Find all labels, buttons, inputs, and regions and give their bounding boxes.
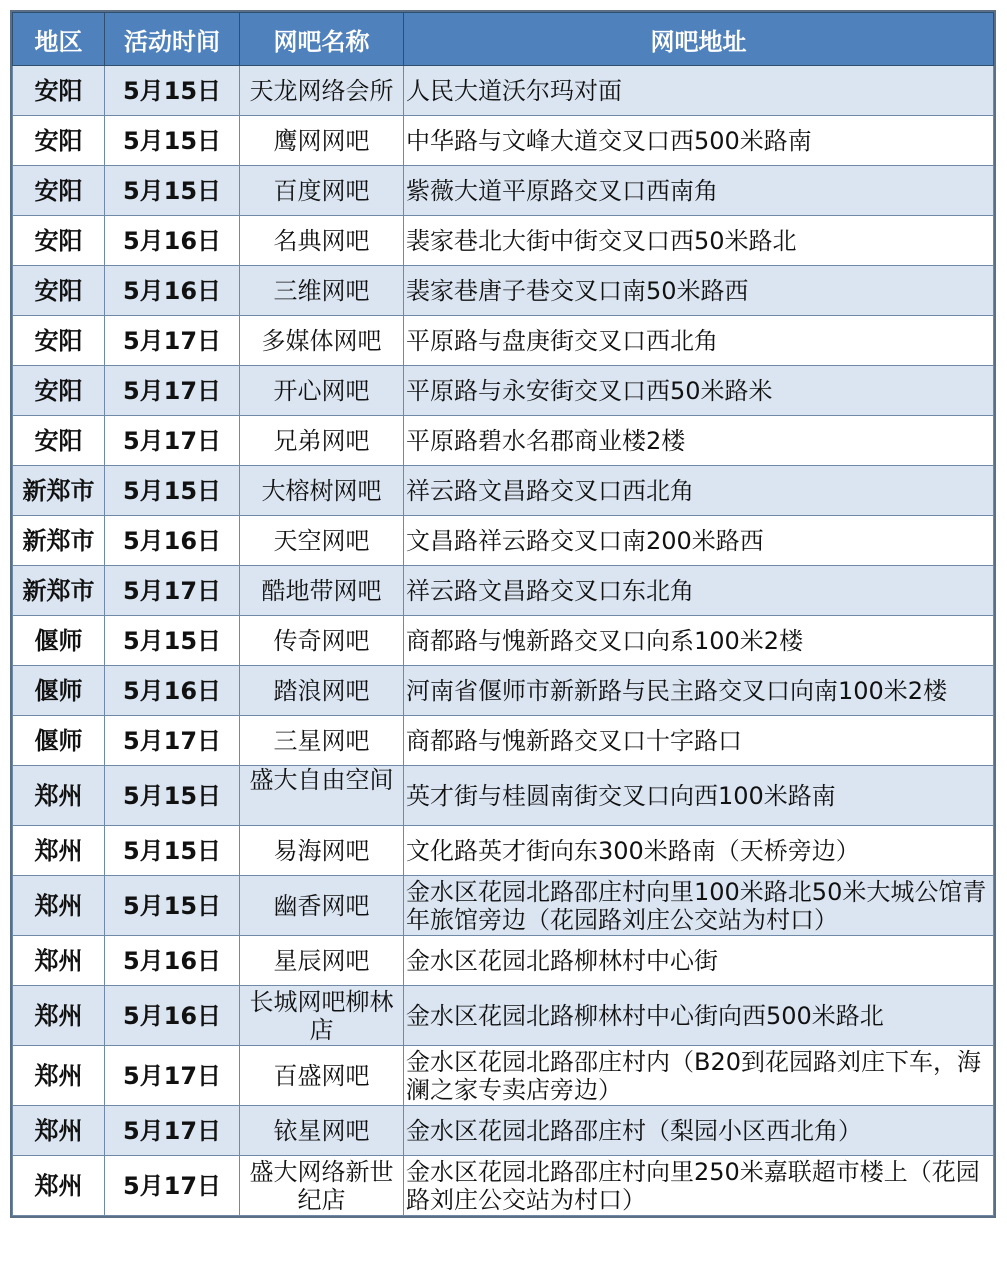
- cell-date: 5月16日: [105, 666, 240, 716]
- cell-name: 开心网吧: [240, 366, 404, 416]
- table-row: [13, 936, 994, 986]
- cell-address: 祥云路文昌路交叉口东北角: [404, 566, 994, 616]
- cell-address: 人民大道沃尔玛对面: [404, 66, 994, 116]
- cell-name: 铱星网吧: [240, 1106, 404, 1156]
- cell-region: 郑州: [13, 826, 105, 876]
- cell-name: 百度网吧: [240, 166, 404, 216]
- cell-region: 郑州: [13, 1156, 105, 1216]
- table-row: [13, 466, 994, 516]
- cell-region: 安阳: [13, 316, 105, 366]
- cell-date: 5月17日: [105, 1156, 240, 1216]
- cell-region: 新郑市: [13, 566, 105, 616]
- table-row: [13, 166, 994, 216]
- cell-name: 天空网吧: [240, 516, 404, 566]
- cell-date: 5月16日: [105, 936, 240, 986]
- cell-date: 5月16日: [105, 266, 240, 316]
- cell-region: 安阳: [13, 166, 105, 216]
- table-row: [13, 116, 994, 166]
- table-body: [13, 66, 994, 1216]
- cell-region: 安阳: [13, 266, 105, 316]
- table-row: [13, 1046, 994, 1106]
- cell-region: 安阳: [13, 416, 105, 466]
- cell-date: 5月16日: [105, 516, 240, 566]
- table-row: [13, 666, 994, 716]
- netcafe-table: [12, 12, 994, 1216]
- cell-name: 三维网吧: [240, 266, 404, 316]
- cell-name: 酷地带网吧: [240, 566, 404, 616]
- cell-name: 鹰网网吧: [240, 116, 404, 166]
- cell-date: 5月15日: [105, 616, 240, 666]
- cell-date: 5月17日: [105, 316, 240, 366]
- cell-address: 中华路与文峰大道交叉口西500米路南: [404, 116, 994, 166]
- table-row: [13, 366, 994, 416]
- cell-name: 传奇网吧: [240, 616, 404, 666]
- cell-name: 大榕树网吧: [240, 466, 404, 516]
- cell-date: 5月17日: [105, 566, 240, 616]
- header-address: 网吧地址: [404, 13, 994, 66]
- cell-region: 郑州: [13, 1046, 105, 1106]
- cell-region: 郑州: [13, 936, 105, 986]
- cell-address: 河南省偃师市新新路与民主路交叉口向南100米2楼: [404, 666, 994, 716]
- table-row: [13, 416, 994, 466]
- cell-date: 5月15日: [105, 466, 240, 516]
- cell-region: 偃师: [13, 616, 105, 666]
- cell-address: 金水区花园北路邵庄村（梨园小区西北角）: [404, 1106, 994, 1156]
- cell-address: 金水区花园北路邵庄村内（B20到花园路刘庄下车，海澜之家专卖店旁边）: [404, 1046, 994, 1106]
- cell-date: 5月17日: [105, 366, 240, 416]
- cell-region: 新郑市: [13, 516, 105, 566]
- cell-region: 郑州: [13, 1106, 105, 1156]
- cell-address: 平原路与永安街交叉口西50米路米: [404, 366, 994, 416]
- cell-name: 兄弟网吧: [240, 416, 404, 466]
- cell-name: 天龙网络会所: [240, 66, 404, 116]
- cell-name: 踏浪网吧: [240, 666, 404, 716]
- table-row: [13, 316, 994, 366]
- cell-region: 郑州: [13, 986, 105, 1046]
- cell-name: 名典网吧: [240, 216, 404, 266]
- table-row: [13, 566, 994, 616]
- cell-address: 文昌路祥云路交叉口南200米路西: [404, 516, 994, 566]
- table-row: [13, 516, 994, 566]
- cell-address: 裴家巷唐子巷交叉口南50米路西: [404, 266, 994, 316]
- cell-date: 5月17日: [105, 416, 240, 466]
- cell-address: 金水区花园北路柳林村中心街向西500米路北: [404, 986, 994, 1046]
- cell-address: 金水区花园北路邵庄村向里100米路北50米大城公馆青年旅馆旁边（花园路刘庄公交站为村口）: [404, 876, 994, 936]
- cell-date: 5月15日: [105, 116, 240, 166]
- cell-name: 多媒体网吧: [240, 316, 404, 366]
- cell-region: 郑州: [13, 876, 105, 936]
- cell-address: 平原路与盘庚街交叉口西北角: [404, 316, 994, 366]
- cell-name: 盛大网络新世纪店: [240, 1156, 404, 1216]
- cell-name: 三星网吧: [240, 716, 404, 766]
- cell-address: 紫薇大道平原路交叉口西南角: [404, 166, 994, 216]
- table-row: [13, 1156, 994, 1216]
- cell-name: 星辰网吧: [240, 936, 404, 986]
- netcafe-table-frame: [10, 10, 996, 1218]
- cell-date: 5月17日: [105, 716, 240, 766]
- cell-name: 盛大自由空间: [240, 766, 404, 826]
- cell-name: 幽香网吧: [240, 876, 404, 936]
- cell-address: 祥云路文昌路交叉口西北角: [404, 466, 994, 516]
- table-row: [13, 826, 994, 876]
- cell-date: 5月15日: [105, 826, 240, 876]
- header-date: 活动时间: [105, 13, 240, 66]
- cell-region: 新郑市: [13, 466, 105, 516]
- table-row: [13, 986, 994, 1046]
- cell-address: 金水区花园北路邵庄村向里250米嘉联超市楼上（花园路刘庄公交站为村口）: [404, 1156, 994, 1216]
- cell-name: 百盛网吧: [240, 1046, 404, 1106]
- cell-date: 5月15日: [105, 166, 240, 216]
- cell-region: 郑州: [13, 766, 105, 826]
- cell-region: 偃师: [13, 666, 105, 716]
- table-row: [13, 266, 994, 316]
- table-row: [13, 616, 994, 666]
- cell-date: 5月16日: [105, 986, 240, 1046]
- table-row: [13, 876, 994, 936]
- header-name: 网吧名称: [240, 13, 404, 66]
- cell-address: 金水区花园北路柳林村中心街: [404, 936, 994, 986]
- cell-region: 安阳: [13, 116, 105, 166]
- cell-address: 文化路英才街向东300米路南（天桥旁边）: [404, 826, 994, 876]
- table-row: [13, 1106, 994, 1156]
- cell-date: 5月15日: [105, 876, 240, 936]
- cell-date: 5月17日: [105, 1106, 240, 1156]
- cell-region: 安阳: [13, 216, 105, 266]
- header-row: [13, 13, 994, 66]
- table-row: [13, 716, 994, 766]
- cell-date: 5月15日: [105, 66, 240, 116]
- cell-region: 偃师: [13, 716, 105, 766]
- cell-name: 易海网吧: [240, 826, 404, 876]
- table-row: [13, 66, 994, 116]
- cell-name: 长城网吧柳林店: [240, 986, 404, 1046]
- cell-address: 平原路碧水名郡商业楼2楼: [404, 416, 994, 466]
- cell-address: 裴家巷北大街中街交叉口西50米路北: [404, 216, 994, 266]
- cell-address: 英才街与桂圆南街交叉口向西100米路南: [404, 766, 994, 826]
- cell-date: 5月16日: [105, 216, 240, 266]
- table-row: [13, 216, 994, 266]
- table-row: [13, 766, 994, 826]
- cell-address: 商都路与愧新路交叉口向系100米2楼: [404, 616, 994, 666]
- header-region: 地区: [13, 13, 105, 66]
- cell-region: 安阳: [13, 66, 105, 116]
- cell-date: 5月17日: [105, 1046, 240, 1106]
- cell-address: 商都路与愧新路交叉口十字路口: [404, 716, 994, 766]
- cell-region: 安阳: [13, 366, 105, 416]
- cell-date: 5月15日: [105, 766, 240, 826]
